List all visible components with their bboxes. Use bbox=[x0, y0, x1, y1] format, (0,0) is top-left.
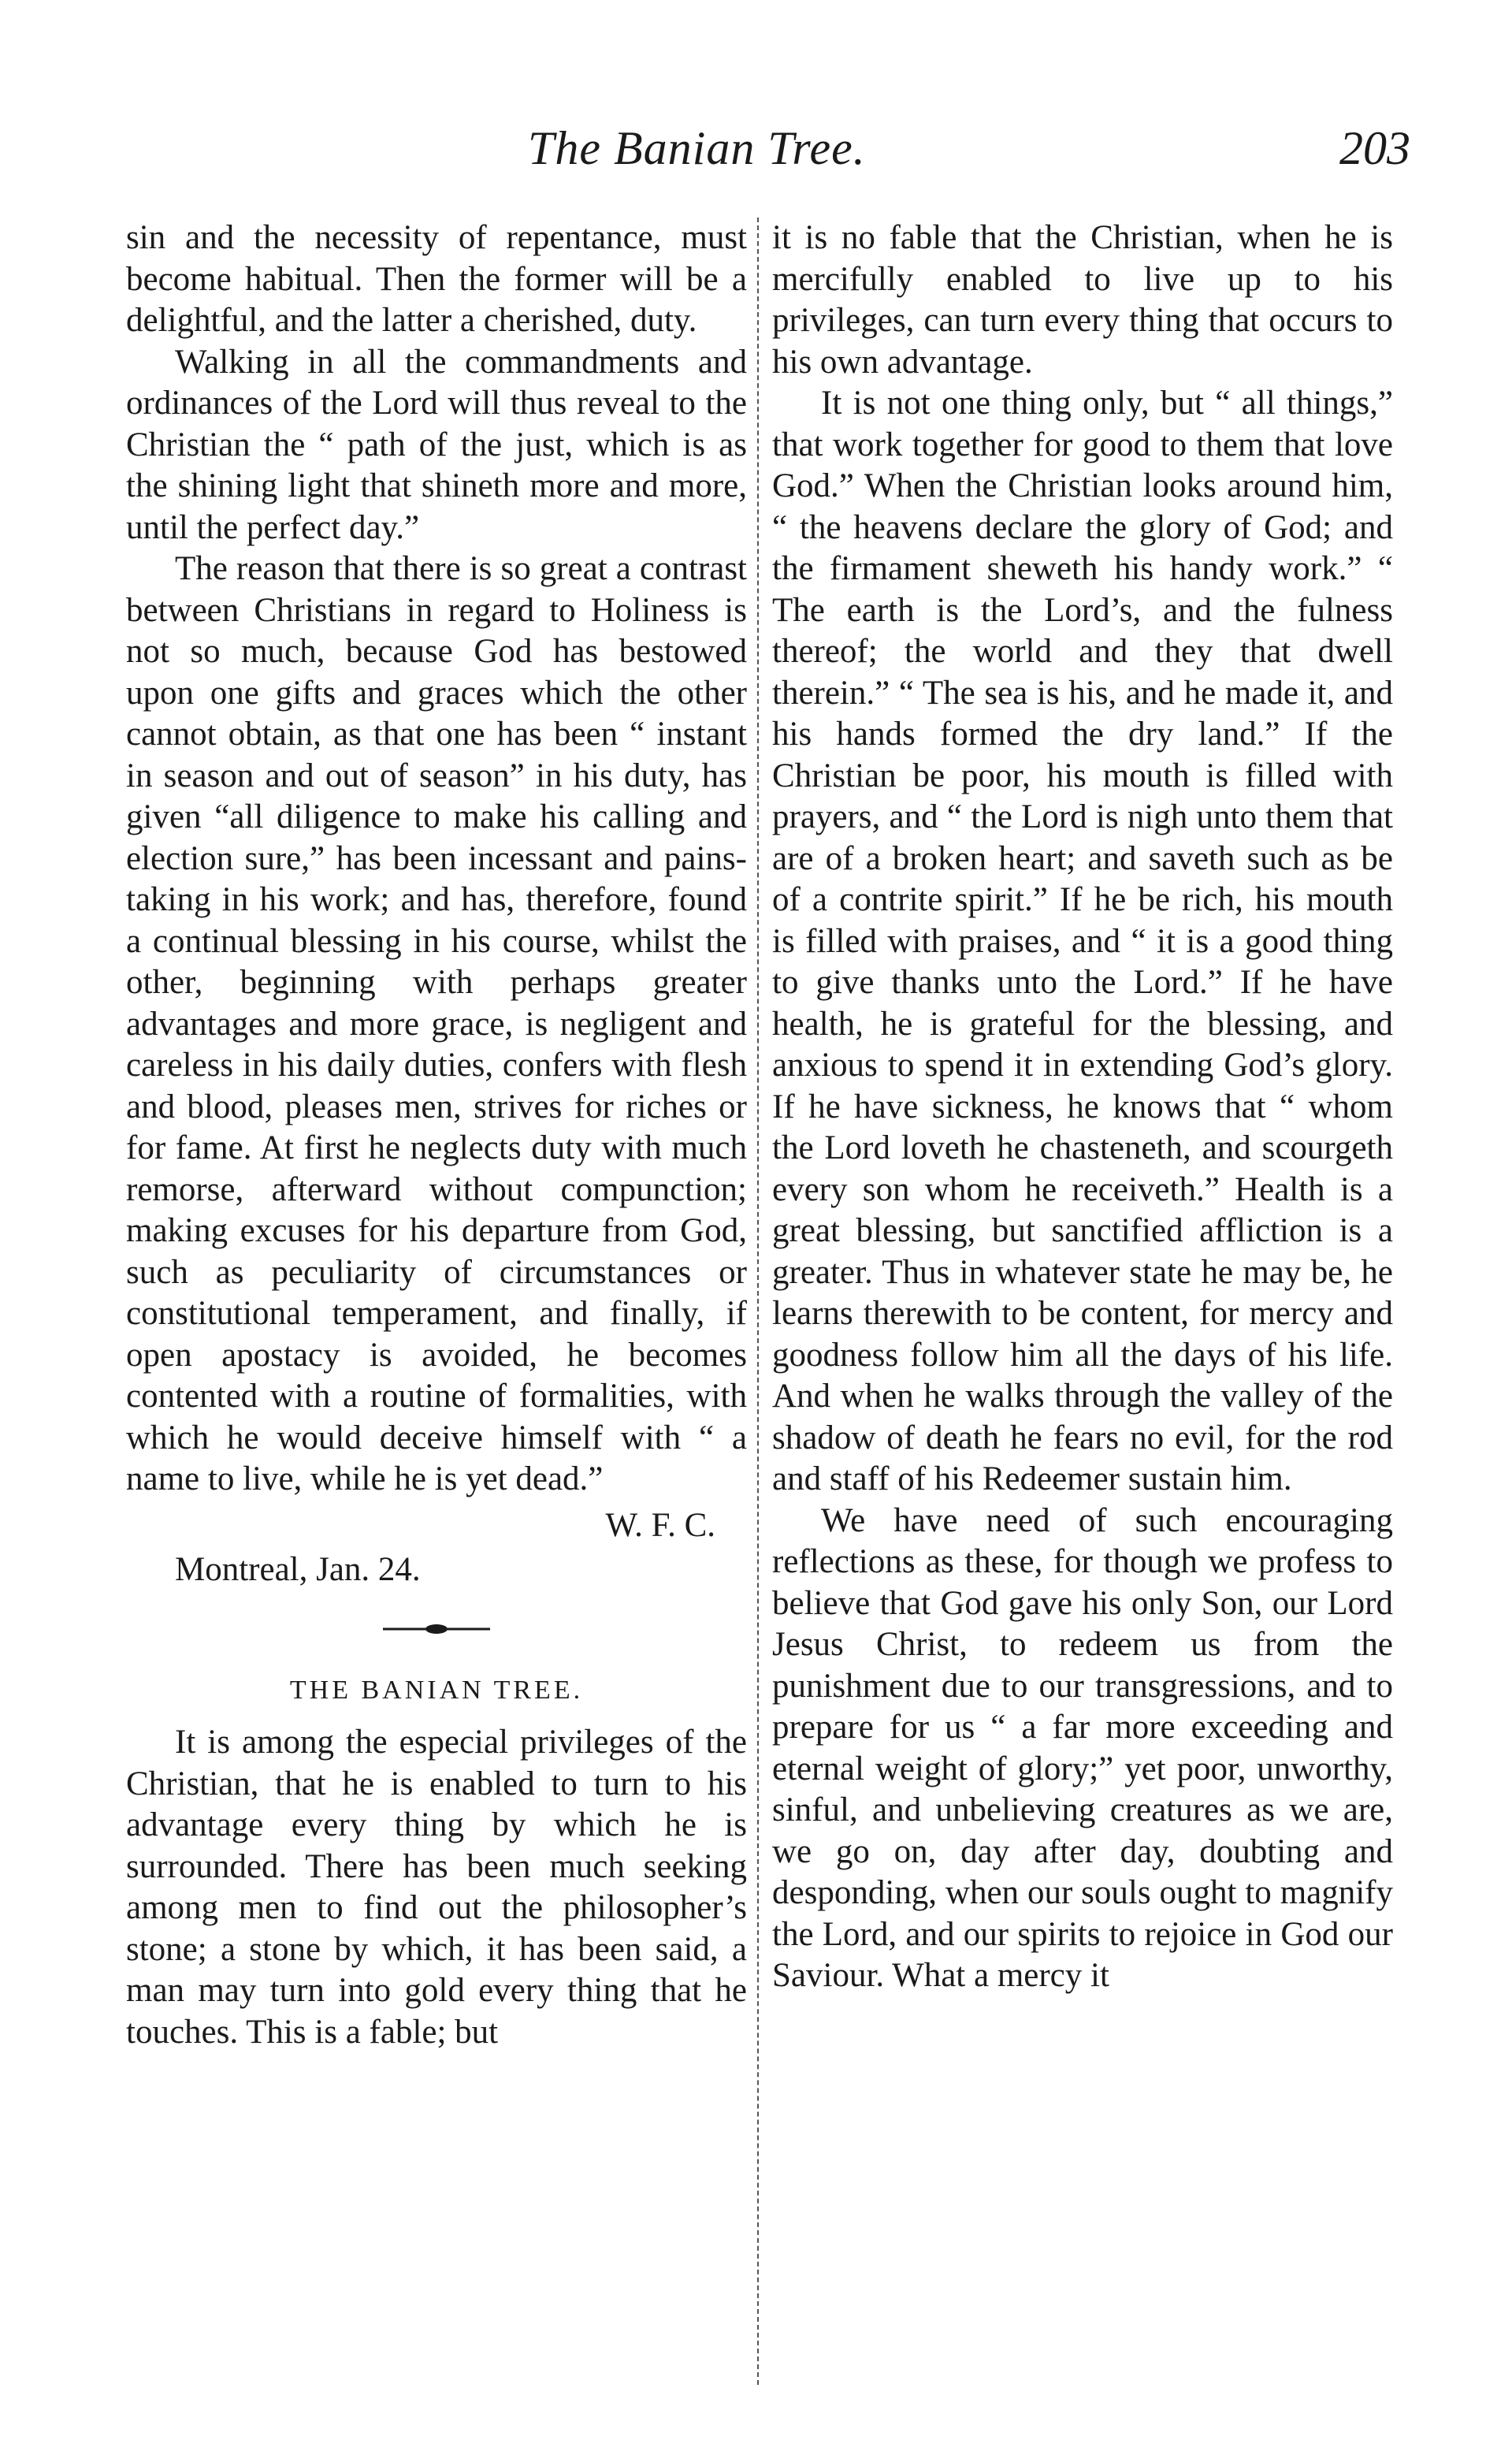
running-head bbox=[0, 117, 1512, 180]
paragraph: We have need of such encouraging reflections as these, for though we profess to believe that God gave his only Son, our Lord Jesus Christ, to redeem us from the punishment due to our transgressions, and to prepare for us “ a far more exceeding and eternal weight of glory;” yet poor, unworthy, sinful, and unbelieving creatures as we are, we go on, day after day, doubting and desponding, when our souls ought to magnify the Lord, and our spirits to rejoice in God our Saviour. What a mercy it bbox=[772, 1501, 1393, 1994]
right-column bbox=[772, 218, 1393, 1997]
paragraph: The reason that there is so great a contrast between Christians in regard to Holiness is not so much, because God has bestowed upon one gifts and graces which the other cannot obtain, as that one has been “ instant in season and out of season” in his duty, has given “all diligence to make his calling and election sure,” has been incessant and pains-taking in his work; and has, therefore, found a continual blessing in his course, whilst the other, beginning with perhaps greater advantages and more grace, is negligent and careless in his daily duties, confers with flesh and blood, pleases men, strives for riches or for fame. At first he neglects duty with much remorse, afterward without compunction; making excuses for his departure from God, such as peculiarity of circumstances or constitutional temperament, and finally, if open apostacy is avoided, he becomes contented with a routine of formalities, with which he would deceive himself with “ a name to live, while he is yet dead.” bbox=[126, 550, 747, 1497]
column-divider bbox=[757, 218, 759, 2385]
section-heading: THE BANIAN TREE. bbox=[289, 1675, 584, 1705]
author-signature: W. F. C. bbox=[605, 1506, 715, 1544]
running-title: The Banian Tree. bbox=[528, 122, 866, 174]
paragraph: sin and the necessity of repentance, must become habitual. Then the former will be a delightful, and the latter a cherished, duty. bbox=[126, 219, 747, 339]
left-column bbox=[126, 218, 747, 2053]
dateline: Montreal, Jan. 24. bbox=[175, 1551, 421, 1588]
paragraph: It is among the especial privileges of the Christian, that he is enabled to turn to his advantage every thing by which he is surrounded. There has been much seeking among men to find out the philosopher’s stone; a stone by which, it has been said, a man may turn into gold every thing that he touches. This is a fable; but bbox=[126, 1724, 747, 2051]
paragraph: it is no fable that the Christian, when he is mercifully enabled to live up to his privileges, can turn every thing that occurs to his own advantage. bbox=[772, 219, 1393, 381]
paragraph: Walking in all the commandments and ordinances of the Lord will thus reveal to the Christian the “ path of the just, which is as the shining light that shineth more and more, until the perfect day.” bbox=[126, 343, 747, 546]
ornament-rule-icon bbox=[381, 1623, 492, 1635]
paragraph: It is not one thing only, but “ all things,” that work together for good to them that love God.” When the Christian looks around him, “ the heavens declare the glory of God; and the firmament sheweth his handy work.” “ The earth is the Lord’s, and the fulness thereof; the world and they that dwell therein.” “ The sea is his, and he made it, and his hands formed the dry land.” If the Christian be poor, his mouth is filled with prayers, and “ the Lord is nigh unto them that are of a broken heart; and saveth such as be of a contrite spirit.” If he be rich, his mouth is filled with praises, and “ it is a good thing to give thanks unto the Lord.” If he have health, he is grateful for the blessing, and anxious to spend it in extending God’s glory. If he have sickness, he knows that “ whom the Lord loveth he chasteneth, and scourgeth every son whom he receiveth.” Health is a great blessing, but sanctified affliction is a greater. Thus in whatever state he may be, he learns therewith to be content, for mercy and goodness follow him all the days of his life. And when he walks through the valley of the shadow of death he fears no evil, for the rod and staff of his Redeemer sustain him. bbox=[772, 385, 1393, 1497]
page-number: 203 bbox=[1339, 122, 1410, 174]
